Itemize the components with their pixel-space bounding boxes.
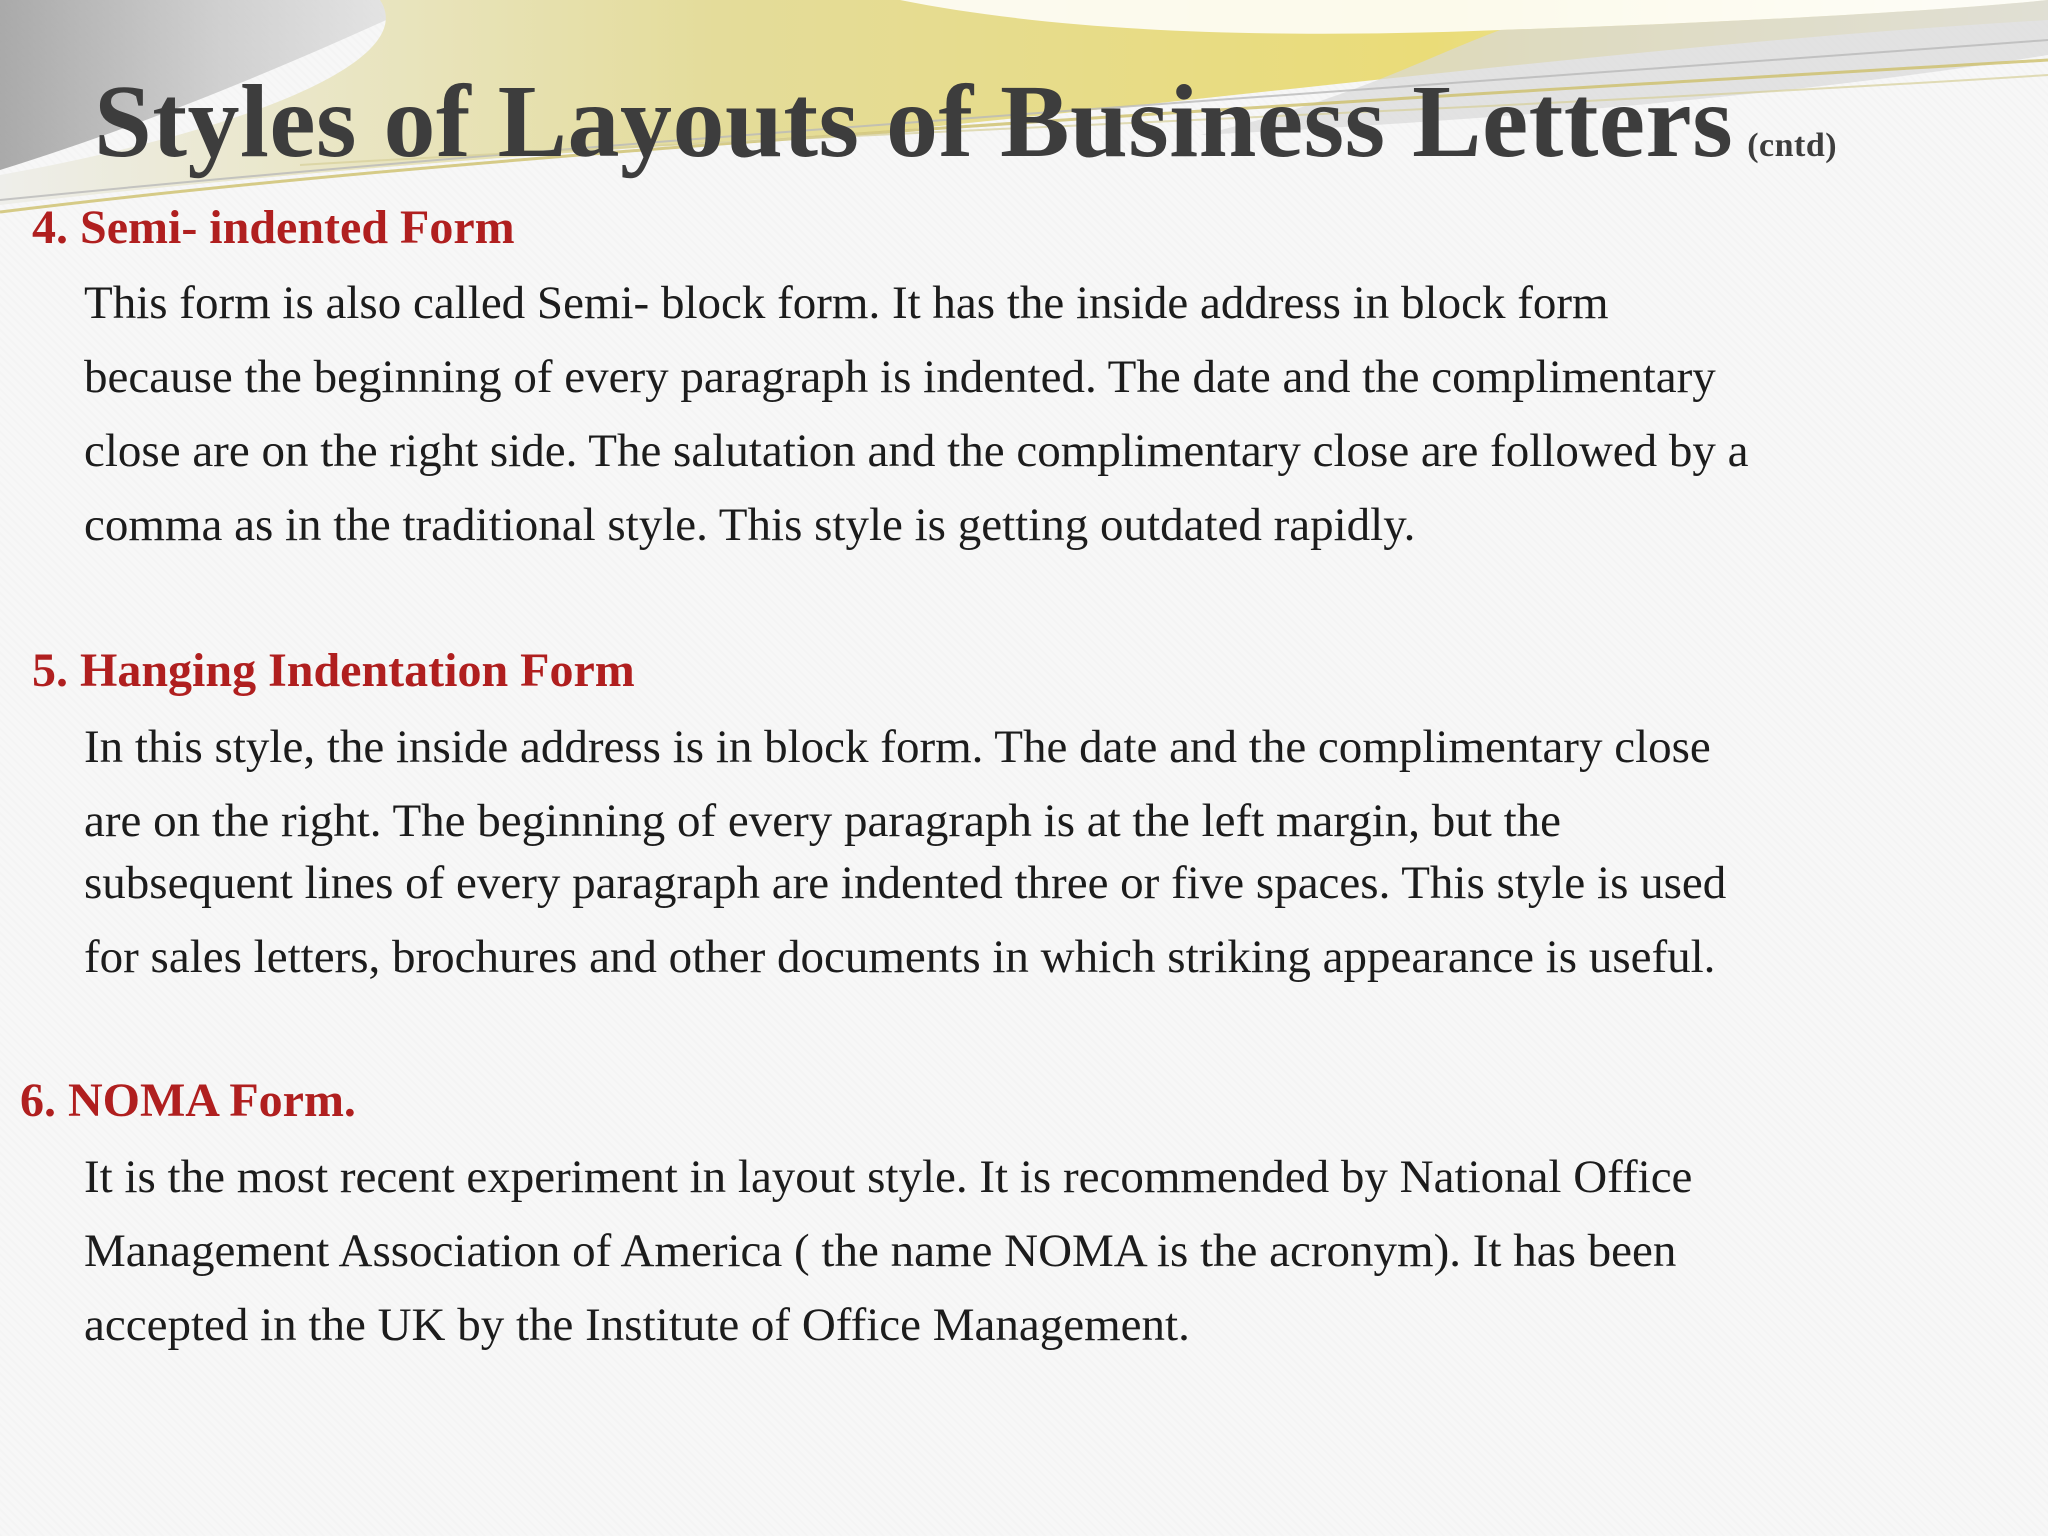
section-heading-hanging-indentation: 5. Hanging Indentation Form [32,644,635,697]
section-heading-noma: 6. NOMA Form. [20,1074,356,1127]
body-line: Management Association of America ( the name NOMA is the acronym). It has been [84,1225,1677,1277]
slide-title-text: Styles of Layouts of Business Letters [94,64,1734,179]
section-body-noma [84,1140,1692,1362]
section-body-hanging-indentation [84,710,1726,994]
body-line: close are on the right side. The salutation and the complimentary close are followed by a [84,425,1749,477]
body-line: subsequent lines of every paragraph are indented three or five spaces. This style is used [84,857,1727,909]
body-line: It is the most recent experiment in layout style. It is recommended by National Office [84,1151,1693,1203]
body-line: are on the right. The beginning of every paragraph is at the left margin, but the [84,795,1561,847]
section-body-semi-indented [84,266,1748,562]
section-heading-semi-indented: 4. Semi- indented Form [32,201,515,254]
body-line: accepted in the UK by the Institute of Office Management. [84,1299,1190,1351]
body-line: for sales letters, brochures and other documents in which striking appearance is useful. [84,931,1716,983]
slide-title [94,62,1837,182]
body-line: In this style, the inside address is in block form. The date and the complimentary close [84,721,1711,773]
body-line: because the beginning of every paragraph is indented. The date and the complimentary [84,351,1716,403]
slide-title-suffix: (cntd) [1747,127,1838,164]
body-line: This form is also called Semi- block form. It has the inside address in block form [84,277,1609,329]
body-line: comma as in the traditional style. This style is getting outdated rapidly. [84,499,1416,551]
